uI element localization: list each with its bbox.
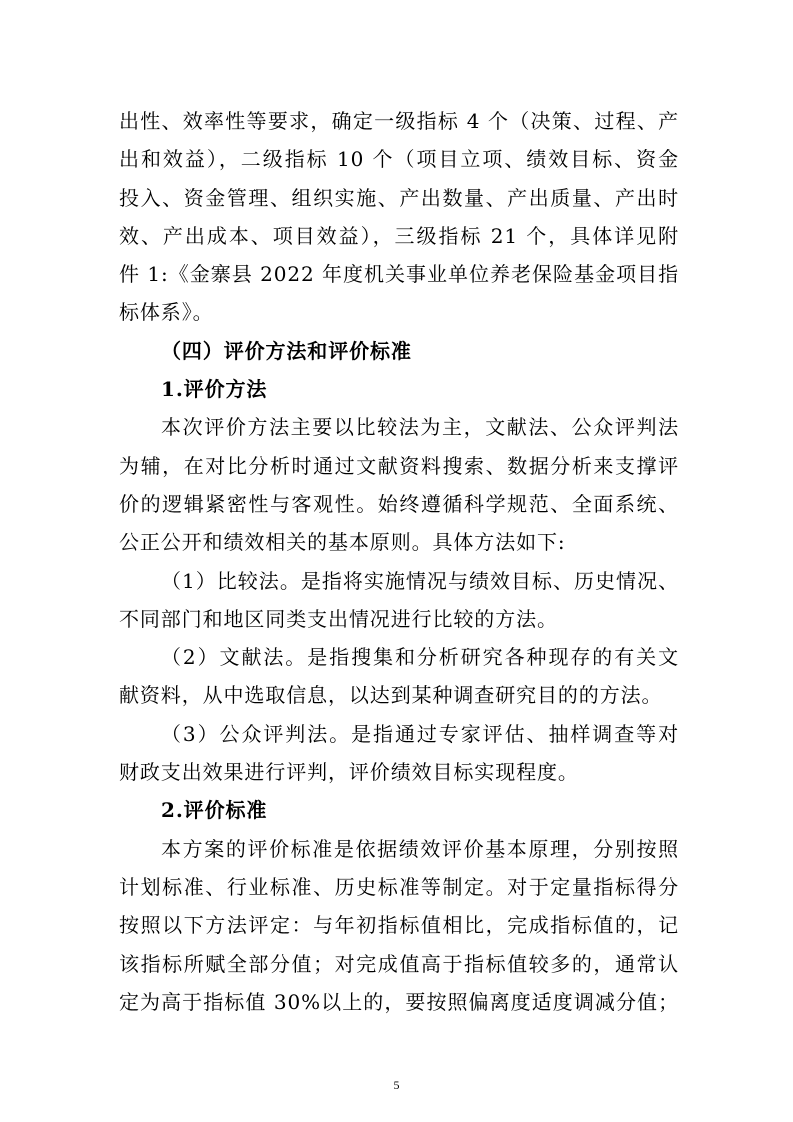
text-line: 本方案的评价标准是依据绩效评价基本原理，分别按照: [161, 836, 679, 861]
text-line: 价的逻辑紧密性与客观性。始终遵循科学规范、全面系统、: [119, 491, 679, 516]
text-line: 不同部门和地区同类支出情况进行比较的方法。: [119, 606, 558, 631]
text-line: 出和效益），二级指标 10 个（项目立项、绩效目标、资金: [119, 147, 679, 172]
text-line: 效、产出成本、项目效益），三级指标 21 个，具体详见附: [119, 223, 679, 248]
text-line: 公正公开和绩效相关的基本原则。具体方法如下:: [119, 530, 566, 555]
text-line: 献资料，从中选取信息，以达到某种调查研究目的的方法。: [119, 683, 663, 708]
text-line: 财政支出效果进行评判，评价绩效目标实现程度。: [119, 760, 579, 785]
section-heading: 2.评价标准: [161, 798, 268, 823]
text-line: 为辅，在对比分析时通过文献资料搜索、数据分析来支撑评: [119, 453, 679, 478]
text-line: 件 1:《金寨县 2022 年度机关事业单位养老保险基金项目指: [119, 262, 679, 287]
text-line: 定为高于指标值 30%以上的，要按照偏离度适度调减分值；: [119, 989, 679, 1014]
text-line: 本次评价方法主要以比较法为主，文献法、公众评判法: [161, 415, 679, 440]
body-text: [119, 102, 679, 1021]
text-line: 计划标准、行业标准、历史标准等制定。对于定量指标得分: [119, 874, 679, 899]
text-line: （1）比较法。是指将实施情况与绩效目标、历史情况、: [161, 568, 679, 593]
text-line: 该指标所赋全部分值；对完成值高于指标值较多的，通常认: [119, 951, 679, 976]
section-heading: （四）评价方法和评价标准: [161, 338, 412, 363]
text-line: 按照以下方法评定：与年初指标值相比，完成指标值的，记: [119, 913, 679, 938]
text-line: （3）公众评判法。是指通过专家评估、抽样调查等对: [161, 721, 679, 746]
text-line: 出性、效率性等要求，确定一级指标 4 个（决策、过程、产: [119, 109, 679, 133]
page-number: 5: [393, 1078, 400, 1092]
section-heading: 1.评价方法: [161, 377, 268, 402]
text-line: 投入、资金管理、组织实施、产出数量、产出质量、产出时: [119, 185, 679, 210]
text-line: （2）文献法。是指搜集和分析研究各种现存的有关文: [161, 645, 679, 670]
text-line: 标体系》。: [119, 300, 214, 325]
